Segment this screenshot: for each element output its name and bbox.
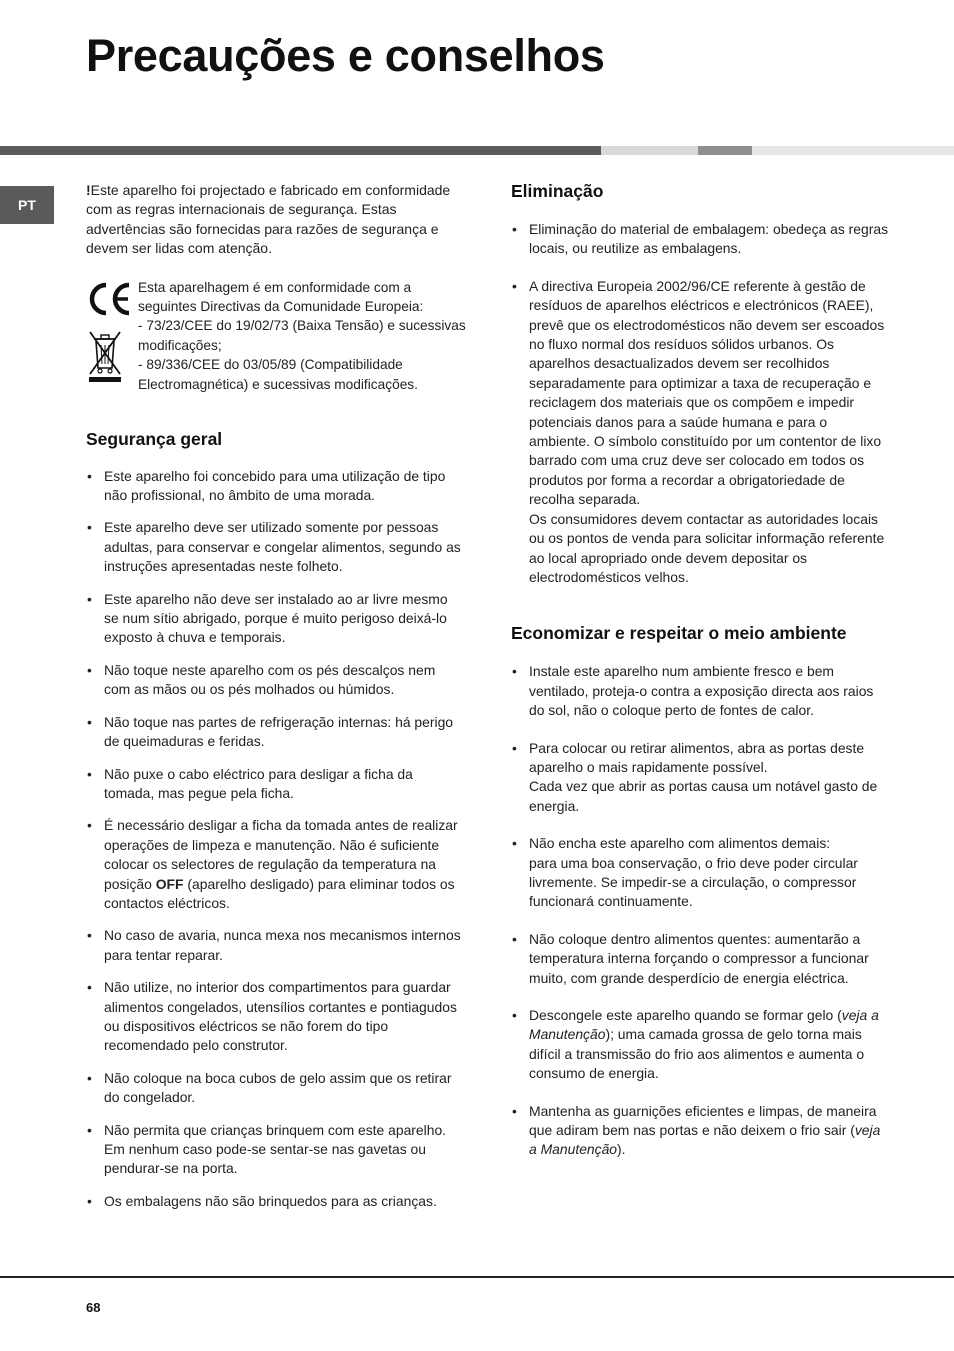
item-text: Descongele este aparelho quando se formar gelo ( [529,1007,842,1023]
section-heading-economizar: Economizar e respeitar o meio ambiente [511,623,847,644]
item-text: Mantenha as guarnições eficientes e limpas, de maneira que adiram bem nas portas e não deixem o frio sair ( [529,1102,877,1139]
language-code: PT [18,197,36,213]
list-item [511,1006,891,1084]
header-bar-mid [698,146,752,155]
item-text: ); uma camada grossa de gelo torna mais difícil a transmissão do frio aos alimentos e aumenta o consumo de energia. [529,1026,865,1082]
item-text: ). [617,1141,626,1158]
item-text: (aparelho desligado) para eliminar todos os contactos eléctricos. [104,875,455,911]
compliance-text [138,278,468,394]
section-heading-seguranca: Segurança geral [86,428,223,449]
weee-bin-icon [88,330,122,384]
footer-divider [0,1276,954,1278]
list-item: • Não utilize, no interior dos compartimentos para guardar alimentos congelados, utensílios cortantes e pontiagudos ou dispositivos eléctricos se não forem do tipo recomendado pelo construtor. [86,978,464,1056]
list-item [511,277,891,588]
left-column [86,181,464,1211]
section-heading-eliminacao: Eliminação [511,181,604,201]
item-paragraph: • Não encha este aparelho com alimentos demais: [529,835,831,852]
ce-mark-icon [86,282,132,316]
warning-mark: ! [86,182,91,198]
list-item: • Este aparelho foi concebido para uma utilização de tipo não profissional, no âmbito de uma morada. [86,467,464,506]
list-item: • Não toque neste aparelho com os pés descalços nem com as mãos ou os pés molhados ou húmidos. [86,661,464,700]
list-item: • Não toque nas partes de refrigeração internas: há perigo de queimaduras e feridas. [86,713,464,752]
list-item: • Este aparelho deve ser utilizado somente por pessoas adultas, para conservar e congelar alimentos, segundo as instruções apresentadas neste folheto. [86,518,464,576]
list-item: • Eliminação do material de embalagem: obedeça as regras locais, ou reutilize as embalagens. [511,220,891,259]
list-item: • Instale este aparelho num ambiente fresco e bem ventilado, proteja-o contra a exposição directa aos raios do sol, não o coloque perto de fontes de calor. [511,662,891,720]
list-item: • No caso de avaria, nunca mexa nos mecanismos internos para tentar reparar. [86,926,464,965]
list-item: • Não permita que crianças brinquem com este aparelho. Em nenhum caso pode-se sentar-se nas gavetas ou pendurar-se na porta. [86,1121,464,1179]
language-tab [0,186,54,224]
header-bar-light [601,146,698,155]
list-item: • Este aparelho não deve ser instalado ao ar livre mesmo se num sítio abrigado, porque é muito perigoso deixá-lo exposto à chuva e temporais. [86,590,464,648]
manual-reference: veja a Manutenção [529,1122,881,1158]
compliance-line-2: - 73/23/CEE do 19/02/73 (Baixa Tensão) e sucessivas modificações; [138,318,466,353]
list-item [511,739,891,817]
header-bar-faint [752,146,954,155]
list-item: • Não puxe o cabo eléctrico para desligar a ficha da tomada, mas pegue pela ficha. [86,765,464,804]
seguranca-list [86,467,464,1212]
manual-reference: veja a Manutenção [529,1007,879,1043]
item-paragraph: Os consumidores devem contactar as autoridades locais ou os pontos de venda para solicitar informação referente ao local apropriado onde devem depositar os electrodomésticos velhos. [529,510,885,585]
list-item [86,816,464,913]
economizar-list [511,662,891,1160]
eliminacao-list [511,220,891,587]
item-text: É necessário desligar a ficha da tomada antes de realizar operações de limpeza e manutenção. Não é suficiente colocar os selectores de regulação da temperatura na posição [104,817,458,892]
list-item [511,1102,891,1160]
off-label: OFF [155,875,184,892]
item-paragraph: • Para colocar ou retirar alimentos, abra as portas deste aparelho o mais rapidamente possível. [529,739,865,775]
header-bar-dark [0,146,601,155]
intro-paragraph [86,181,464,259]
right-column [511,181,891,1160]
page-number: 68 [86,1300,101,1315]
page-title: Precauções e conselhos [86,30,605,81]
list-item: • Os embalagens não são brinquedos para as crianças. [86,1192,464,1211]
list-item [511,834,891,912]
list-item: • Não coloque dentro alimentos quentes: aumentarão a temperatura interna forçando o compressor a funcionar muito, com grande desperdício de energia eléctrica. [511,930,891,988]
compliance-line-3: - 89/336/CEE do 03/05/89 (Compatibilidade Electromagnética) e sucessivas modificações. [138,357,418,392]
compliance-line-1: Esta aparelhagem é em conformidade com a seguintes Directivas da Comunidade Europeia: [138,279,424,315]
item-paragraph: • A directiva Europeia 2002/96/CE referente à gestão de resíduos de aparelhos eléctricos e electrónicos (RAEE), prevê que os electrodomésticos não devem ser escoados no fluxo normal dos resíduos sólidos urbanos. Os aparelhos desactualizados devem ser recolhidos separadamente para optimizar a taxa de recuperação e reciclagem dos materiais que os compõem e impedir potenciais danos para a saúde humana e para o ambiente. O símbolo constituído por um contentor de lixo barrado com uma cruz deve ser colocado em todos os produtos por forma a recordar a obrigatoriedade de recolha separada. [529,277,885,508]
item-paragraph: Cada vez que abrir as portas causa um notável gasto de energia. [529,778,878,814]
compliance-block [86,278,464,396]
list-item: • Não coloque na boca cubos de gelo assim que os retirar do congelador. [86,1069,464,1108]
item-paragraph: para uma boa conservação, o frio deve poder circular livremente. Se impedir-se a circulação, o compressor funcionará continuamente. [529,854,858,910]
intro-text: Este aparelho foi projectado e fabricado em conformidade com as regras internacionais de segurança. Estas advertências são fornecidas para razões de segurança e devem ser lidas com atenção. [86,182,451,257]
